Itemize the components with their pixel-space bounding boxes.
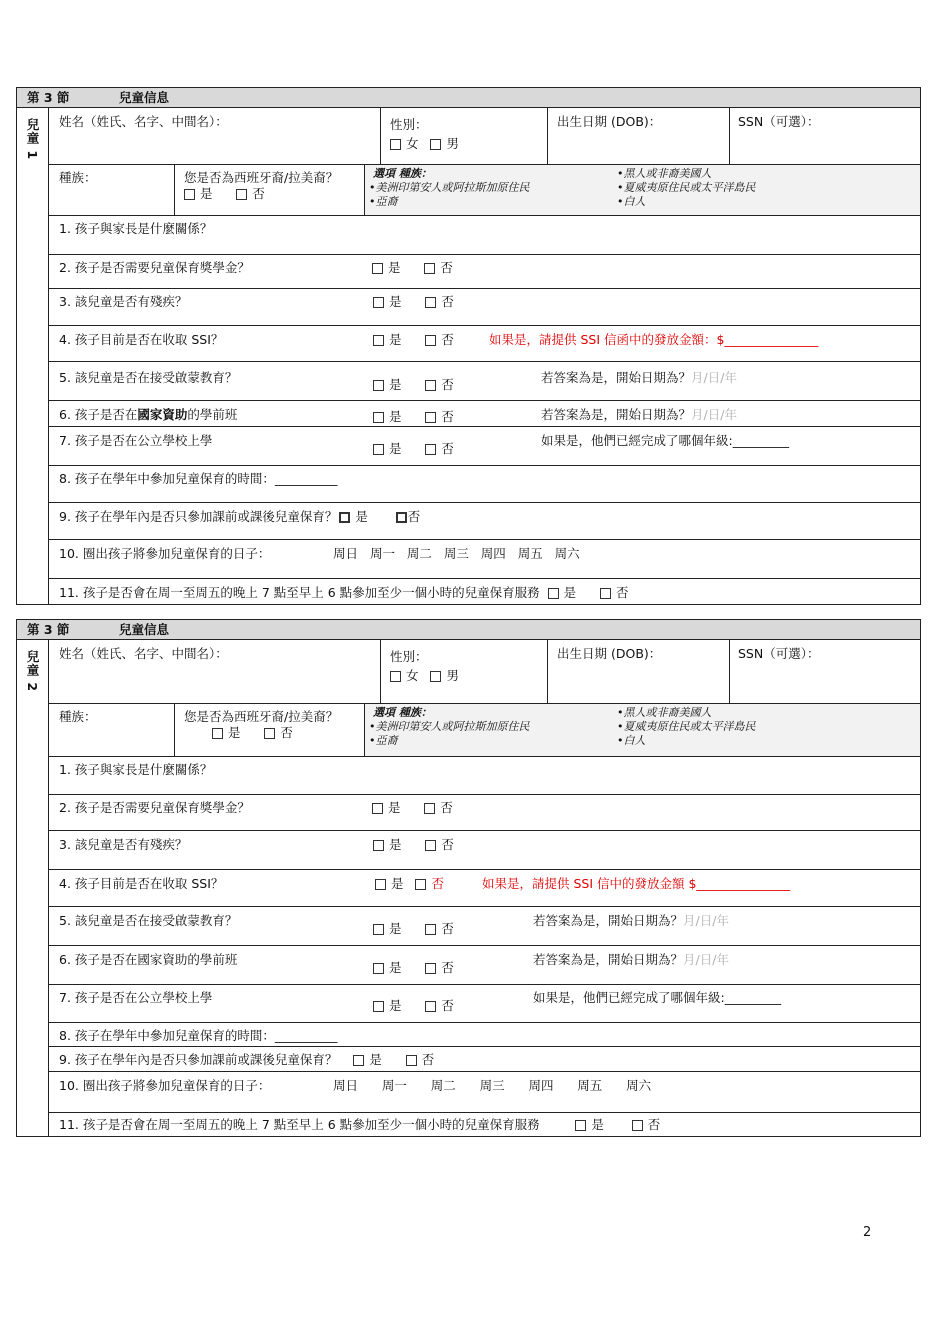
- no-label: 否: [441, 921, 454, 936]
- yes-label: 是: [389, 377, 402, 392]
- yes-label: 是: [369, 1052, 382, 1067]
- hispanic-yes-checkbox[interactable]: [212, 728, 223, 739]
- q5-yes-checkbox[interactable]: [373, 924, 384, 935]
- question-5: 5. 該兒童是否在接受啟蒙教育？: [59, 370, 238, 385]
- question-3: 3. 該兒童是否有殘疾？: [59, 294, 188, 309]
- q11-yes-checkbox[interactable]: [575, 1120, 586, 1131]
- q4-yes-checkbox[interactable]: [373, 335, 384, 346]
- section-label: 第 3 節: [27, 622, 70, 637]
- dob-label: 出生日期 (DOB)：: [557, 646, 662, 661]
- yes-label: 是: [389, 837, 402, 852]
- days-of-week: [333, 1076, 651, 1094]
- q6-yes-checkbox[interactable]: [373, 963, 384, 974]
- q11-yes-checkbox[interactable]: [548, 588, 559, 599]
- q5-start-date-label: 若答案為是，開始日期為？: [533, 913, 684, 928]
- q5-date-placeholder[interactable]: 月/日/年: [691, 370, 737, 385]
- gender-female-label: 女: [406, 668, 419, 683]
- no-label: 否: [440, 800, 453, 815]
- q7-grade-note: 如果是，他們已經完成了哪個年級:_________: [533, 990, 781, 1005]
- q6-start-date: [533, 950, 729, 968]
- child-2-section: [16, 619, 921, 1137]
- q11-text: 11. 孩子是否會在周一至周五的晚上 7 點至早上 6 點參加至少一個小時的兒童保育服務: [59, 585, 540, 600]
- q6-date-placeholder[interactable]: 月/日/年: [691, 407, 737, 422]
- race-option-black: •黑人或非裔美國人: [617, 167, 712, 180]
- gender-options: [390, 666, 459, 684]
- q3-no-checkbox[interactable]: [425, 840, 436, 851]
- q7-options: [373, 439, 454, 457]
- no-label: 否: [616, 585, 629, 600]
- q3-no-checkbox[interactable]: [425, 297, 436, 308]
- hispanic-no-checkbox[interactable]: [236, 189, 247, 200]
- q5-options: [373, 919, 454, 937]
- gender-male-label: 男: [446, 136, 459, 151]
- question-6: 6. 孩子是否在國家資助的學前班: [59, 952, 238, 967]
- child-side-label-column: [17, 640, 49, 1136]
- q6-suffix: 的學前班: [187, 407, 238, 422]
- yes-label: 是: [388, 800, 401, 815]
- question-5: 5. 該兒童是否在接受啟蒙教育？: [59, 913, 238, 928]
- no-label: 否: [441, 332, 454, 347]
- no-label: 否: [441, 441, 454, 456]
- child-label: 兒童 2: [25, 650, 40, 693]
- q7-options: [373, 996, 454, 1014]
- q6-options: [373, 958, 454, 976]
- q11-no-checkbox[interactable]: [632, 1120, 643, 1131]
- no-label: 否: [440, 260, 453, 275]
- hispanic-no-checkbox[interactable]: [264, 728, 275, 739]
- q4-options: [375, 874, 444, 892]
- hispanic-label: 您是否為西班牙裔/拉美裔？: [184, 709, 339, 724]
- q5-options: [373, 375, 454, 393]
- q9-yes-checkbox[interactable]: [353, 1055, 364, 1066]
- question-2: 2. 孩子是否需要兒童保育獎學金？: [59, 800, 250, 815]
- no-label: 否: [441, 960, 454, 975]
- yes-label: 是: [389, 332, 402, 347]
- race-option-asian: •亞裔: [369, 195, 398, 208]
- no-label: 否: [441, 294, 454, 309]
- q4-yes-checkbox[interactable]: [375, 879, 386, 890]
- q6-no-checkbox[interactable]: [425, 412, 436, 423]
- q5-yes-checkbox[interactable]: [373, 380, 384, 391]
- q7-no-checkbox[interactable]: [425, 444, 436, 455]
- yes-label: 是: [389, 998, 402, 1013]
- day-wednesday[interactable]: 周三: [443, 546, 469, 561]
- q5-start-date: [541, 368, 737, 386]
- no-label: 否: [252, 186, 265, 201]
- child-label: 兒童 1: [25, 118, 40, 161]
- q6-start-date-label: 若答案為是，開始日期為？: [533, 952, 684, 967]
- q2-options: [372, 258, 453, 276]
- day-saturday[interactable]: 周六: [554, 546, 580, 561]
- question-10: 10. 圈出孩子將參加兒童保育的日子：: [59, 1078, 271, 1093]
- gender-female-checkbox[interactable]: [390, 139, 401, 150]
- question-1: 1. 孩子與家長是什麼關係？: [59, 762, 213, 777]
- q6-yes-checkbox[interactable]: [373, 412, 384, 423]
- question-10: 10. 圈出孩子將參加兒童保育的日子：: [59, 546, 271, 561]
- day-monday[interactable]: 周一: [381, 1078, 407, 1093]
- no-label: 否: [280, 725, 293, 740]
- q3-options: [373, 835, 454, 853]
- day-friday[interactable]: 周五: [517, 546, 543, 561]
- race-options-title: 選項 種族：: [373, 706, 432, 719]
- q4-ssi-amount-note: 如果是，請提供 SSI 信函中的發放金額：$_______________: [489, 332, 819, 347]
- gender-male-label: 男: [446, 668, 459, 683]
- q11-no-checkbox[interactable]: [600, 588, 611, 599]
- race-label: 種族：: [59, 170, 97, 185]
- name-label: 姓名（姓氏、名字、中間名）：: [59, 114, 228, 129]
- q7-grade-note: 如果是，他們已經完成了哪個年級:_________: [541, 433, 789, 448]
- no-label: 否: [441, 837, 454, 852]
- section-header: [17, 620, 920, 640]
- hispanic-options: [184, 184, 265, 202]
- no-label: 否: [441, 409, 454, 424]
- name-label: 姓名（姓氏、名字、中間名）：: [59, 646, 228, 661]
- question-9: [59, 1050, 434, 1068]
- day-tuesday[interactable]: 周二: [406, 546, 432, 561]
- race-label: 種族：: [59, 709, 97, 724]
- q5-no-checkbox[interactable]: [425, 380, 436, 391]
- yes-label: 是: [389, 409, 402, 424]
- q5-start-date-label: 若答案為是，開始日期為？: [541, 370, 692, 385]
- gender-label: 性別：: [390, 117, 428, 132]
- q5-date-placeholder[interactable]: 月/日/年: [683, 913, 729, 928]
- question-3: 3. 該兒童是否有殘疾？: [59, 837, 188, 852]
- hispanic-options: [212, 723, 293, 741]
- q7-yes-checkbox[interactable]: [373, 444, 384, 455]
- race-option-hawaiian: •夏威夷原住民或太平洋島民: [617, 181, 756, 194]
- q6-options: [373, 407, 454, 425]
- q9-no-checkbox[interactable]: [406, 1055, 417, 1066]
- day-sunday[interactable]: 周日: [333, 546, 359, 561]
- yes-label: 是: [563, 585, 577, 600]
- q7-yes-checkbox[interactable]: [373, 1001, 384, 1012]
- day-friday[interactable]: 周五: [577, 1078, 603, 1093]
- question-4: 4. 孩子目前是否在收取 SSI？: [59, 332, 224, 347]
- question-8: 8. 孩子在學年中參加兒童保育的時間：__________: [59, 471, 338, 486]
- hispanic-label: 您是否為西班牙裔/拉美裔？: [184, 170, 339, 185]
- question-11: [59, 583, 629, 601]
- dob-label: 出生日期 (DOB)：: [557, 114, 662, 129]
- q7-no-checkbox[interactable]: [425, 1001, 436, 1012]
- q6-start-date: [541, 405, 737, 423]
- child-side-label-column: [17, 108, 49, 604]
- q3-yes-checkbox[interactable]: [373, 840, 384, 851]
- q9-text: 9. 孩子在學年內是否只參加課前或課後兒童保育？: [59, 1052, 338, 1067]
- q2-no-checkbox[interactable]: [424, 803, 435, 814]
- race-option-american-indian: •美洲印第安人或阿拉斯加原住民: [369, 181, 530, 194]
- gender-male-checkbox[interactable]: [430, 671, 441, 682]
- race-option-hawaiian: •夏威夷原住民或太平洋島民: [617, 720, 756, 733]
- q2-options: [372, 798, 453, 816]
- q4-no-checkbox[interactable]: [415, 879, 426, 890]
- race-option-white: •白人: [617, 734, 646, 747]
- q9-no-checkbox[interactable]: [396, 512, 407, 523]
- day-monday[interactable]: 周一: [369, 546, 395, 561]
- yes-label: 是: [228, 725, 241, 740]
- gender-male-checkbox[interactable]: [430, 139, 441, 150]
- ssn-label: SSN（可選）：: [738, 114, 820, 129]
- page-number: 2: [863, 1225, 872, 1240]
- race-option-asian: •亞裔: [369, 734, 398, 747]
- race-options-title: 選項 種族：: [373, 167, 432, 180]
- day-thursday[interactable]: 周四: [528, 1078, 554, 1093]
- day-saturday[interactable]: 周六: [626, 1078, 652, 1093]
- q6-prefix: 6. 孩子是否在: [59, 407, 138, 422]
- q2-yes-checkbox[interactable]: [372, 263, 383, 274]
- day-thursday[interactable]: 周四: [480, 546, 506, 561]
- q2-no-checkbox[interactable]: [424, 263, 435, 274]
- day-wednesday[interactable]: 周三: [479, 1078, 505, 1093]
- q5-no-checkbox[interactable]: [425, 924, 436, 935]
- q4-ssi-amount-note: 如果是，請提供 SSI 信中的發放金額 $_______________: [482, 876, 791, 891]
- q3-yes-checkbox[interactable]: [373, 297, 384, 308]
- child-1-section: [16, 87, 921, 605]
- day-sunday[interactable]: 周日: [333, 1078, 359, 1093]
- no-label: 否: [431, 876, 444, 891]
- no-label: 否: [421, 1052, 435, 1067]
- yes-label: 是: [389, 960, 402, 975]
- q2-yes-checkbox[interactable]: [372, 803, 383, 814]
- yes-label: 是: [388, 260, 401, 275]
- question-2: 2. 孩子是否需要兒童保育獎學金？: [59, 260, 250, 275]
- yes-label: 是: [200, 186, 213, 201]
- yes-label: 是: [389, 921, 402, 936]
- days-of-week: [333, 544, 580, 562]
- race-option-american-indian: •美洲印第安人或阿拉斯加原住民: [369, 720, 530, 733]
- question-7: 7. 孩子是否在公立學校上學: [59, 990, 213, 1005]
- section-header: [17, 88, 920, 108]
- yes-label: 是: [355, 509, 368, 524]
- q3-options: [373, 292, 454, 310]
- gender-label: 性別：: [390, 649, 428, 664]
- question-8: 8. 孩子在學年中參加兒童保育的時間：__________: [59, 1028, 338, 1043]
- q11-text: 11. 孩子是否會在周一至周五的晚上 7 點至早上 6 點參加至少一個小時的兒童保育服務: [59, 1117, 540, 1132]
- gender-female-checkbox[interactable]: [390, 671, 401, 682]
- ssn-label: SSN（可選）：: [738, 646, 820, 661]
- q6-start-date-label: 若答案為是，開始日期為？: [541, 407, 692, 422]
- question-1: 1. 孩子與家長是什麼關係？: [59, 221, 213, 236]
- q6-date-placeholder[interactable]: 月/日/年: [683, 952, 729, 967]
- question-11: [59, 1115, 660, 1133]
- q4-options: [373, 330, 454, 348]
- q5-start-date: [533, 911, 729, 929]
- q4-no-checkbox[interactable]: [425, 335, 436, 346]
- gender-female-label: 女: [406, 136, 419, 151]
- question-9: [59, 507, 420, 525]
- no-label: 否: [647, 1117, 661, 1132]
- no-label: 否: [441, 998, 454, 1013]
- yes-label: 是: [591, 1117, 604, 1132]
- no-label: 否: [407, 509, 421, 524]
- section-title: 兒童信息: [119, 90, 170, 105]
- q6-emphasis: 國家資助: [137, 407, 188, 422]
- yes-label: 是: [391, 876, 404, 891]
- race-option-black: •黑人或非裔美國人: [617, 706, 712, 719]
- section-title: 兒童信息: [119, 622, 170, 637]
- no-label: 否: [441, 377, 454, 392]
- q6-no-checkbox[interactable]: [425, 963, 436, 974]
- yes-label: 是: [389, 294, 402, 309]
- race-option-white: •白人: [617, 195, 646, 208]
- q9-yes-checkbox[interactable]: [339, 512, 350, 523]
- hispanic-yes-checkbox[interactable]: [184, 189, 195, 200]
- question-7: 7. 孩子是否在公立學校上學: [59, 433, 213, 448]
- question-6: [59, 405, 237, 423]
- gender-options: [390, 134, 459, 152]
- day-tuesday[interactable]: 周二: [430, 1078, 456, 1093]
- yes-label: 是: [389, 441, 402, 456]
- question-4: 4. 孩子目前是否在收取 SSI？: [59, 876, 224, 891]
- section-label: 第 3 節: [27, 90, 70, 105]
- q9-text: 9. 孩子在學年內是否只參加課前或課後兒童保育？: [59, 509, 338, 524]
